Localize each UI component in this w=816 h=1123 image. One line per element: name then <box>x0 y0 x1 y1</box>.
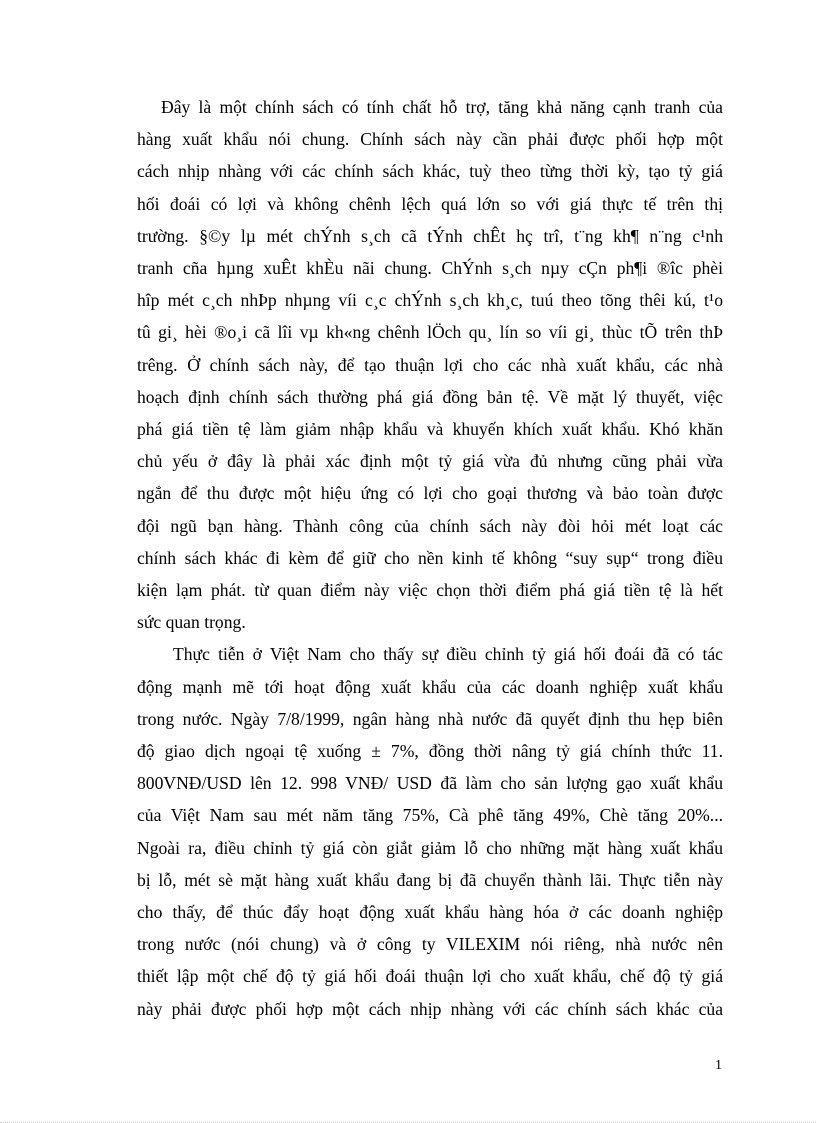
paragraph-2-line: bị lỗ, mét sè mặt hàng xuất khẩu đang bị đã chuyển thành lãi. Thực tiễn này <box>137 869 723 890</box>
paragraph-2 <box>137 638 723 1024</box>
paragraph-1-line: hoạch định chính sách thường phá giá đồng bản tệ. Về mặt lý thuyết, việc <box>137 386 723 407</box>
paragraph-1-line: tranh cña hµng xuÊt khÈu nãi chung. ChÝnh s¸ch nµy cÇn ph¶i ®îc phèi <box>137 258 723 279</box>
paragraph-1-line: tû gi¸ hèi ®o¸i cã lîi vµ kh«ng chênh lÖch qu¸ lín so víi gi¸ thùc tÕ trên thÞ <box>137 322 723 343</box>
paragraph-2-line: độ giao dịch ngoại tệ xuống ± 7%, đồng thời nâng tỷ giá chính thức 11. <box>137 741 723 762</box>
paragraph-2-line: thiết lập một chế độ tỷ giá hối đoái thuận lợi cho xuất khẩu, chế độ tỷ giá <box>137 966 723 987</box>
paragraph-1-line: Đây là một chính sách có tính chất hỗ trợ, tăng khả năng cạnh tranh của <box>161 97 723 117</box>
paragraph-1-line: trường. §©y lµ mét chÝnh s¸ch cã tÝnh chÊt hç trî, t¨ng kh¶ n¨ng c¹nh <box>137 225 723 246</box>
paragraph-2-line: trong nước (nói chung) và ở công ty VILEXIM nói riêng, nhà nước nên <box>137 934 723 955</box>
paragraph-2-line: cho thấy, để thúc đẩy hoạt động xuất khẩu hàng hóa ở các doanh nghiệp <box>137 902 723 923</box>
paragraph-1-line: trêng. Ở chính sách này, để tạo thuận lợi cho các nhà xuất khẩu, các nhà <box>137 354 723 375</box>
paragraph-2-line: của Việt Nam sau mét năm tăng 75%, Cà phê tăng 49%, Chè tăng 20%... <box>137 805 723 826</box>
paragraph-1-line: sức quan trọng. <box>137 612 246 633</box>
paragraph-2-line: Ngoài ra, điều chỉnh tỷ giá còn giắt giảm lỗ cho những mặt hàng xuất khẩu <box>137 837 723 858</box>
paragraph-1-line: cách nhịp nhàng với các chính sách khác, tuỳ theo từng thời kỳ, tạo tỷ giá <box>137 161 723 182</box>
document-page <box>137 91 723 1025</box>
paragraph-1-line: đội ngũ bạn hàng. Thành công của chính sách này đòi hỏi mét loạt các <box>137 515 723 536</box>
paragraph-2-line: 800VNĐ/USD lên 12. 998 VNĐ/ USD đã làm cho sản lượng gạo xuất khẩu <box>137 773 723 794</box>
paragraph-1-line: kiện lạm phát. từ quan điểm này việc chọn thời điểm phá giá tiền tệ là hết <box>137 580 723 601</box>
page-number: 1 <box>715 1058 722 1073</box>
paragraph-1-line: hîp mét c¸ch nhÞp nhµng víi c¸c chÝnh s¸ch kh¸c, tuú theo tõng thêi kú, t¹o <box>137 290 723 311</box>
paragraph-2-line: trong nước. Ngày 7/8/1999, ngân hàng nhà nước đã quyết định thu hẹp biên <box>137 708 723 729</box>
paragraph-2-line: động mạnh mẽ tới hoạt động xuất khẩu của các doanh nghiệp xuất khẩu <box>137 676 723 697</box>
paragraph-1 <box>137 91 723 638</box>
paragraph-1-line: phá giá tiền tệ làm giảm nhập khẩu và khuyến khích xuất khẩu. Khó khăn <box>137 419 723 440</box>
paragraph-2-line: Thực tiễn ở Việt Nam cho thấy sự điều chỉnh tỷ giá hối đoái đã có tác <box>173 644 723 665</box>
paragraph-1-line: hối đoái có lợi và không chênh lệch quá lớn so với giá thực tế trên thị <box>137 193 723 214</box>
paragraph-1-line: chính sách khác đi kèm để giữ cho nền kinh tế không “suy sụp“ trong điều <box>137 547 723 568</box>
paragraph-1-line: chủ yếu ở đây là phải xác định một tỷ giá vừa đủ nhưng cũng phải vừa <box>137 451 723 472</box>
paragraph-1-line: hàng xuất khẩu nói chung. Chính sách này cần phải được phối hợp một <box>137 129 723 150</box>
paragraph-2-line: này phải được phối hợp một cách nhịp nhàng với các chính sách khác của <box>137 998 723 1019</box>
paragraph-1-line: ngắn để thu được một hiệu ứng có lợi cho goại thương và bảo toàn được <box>137 483 723 504</box>
